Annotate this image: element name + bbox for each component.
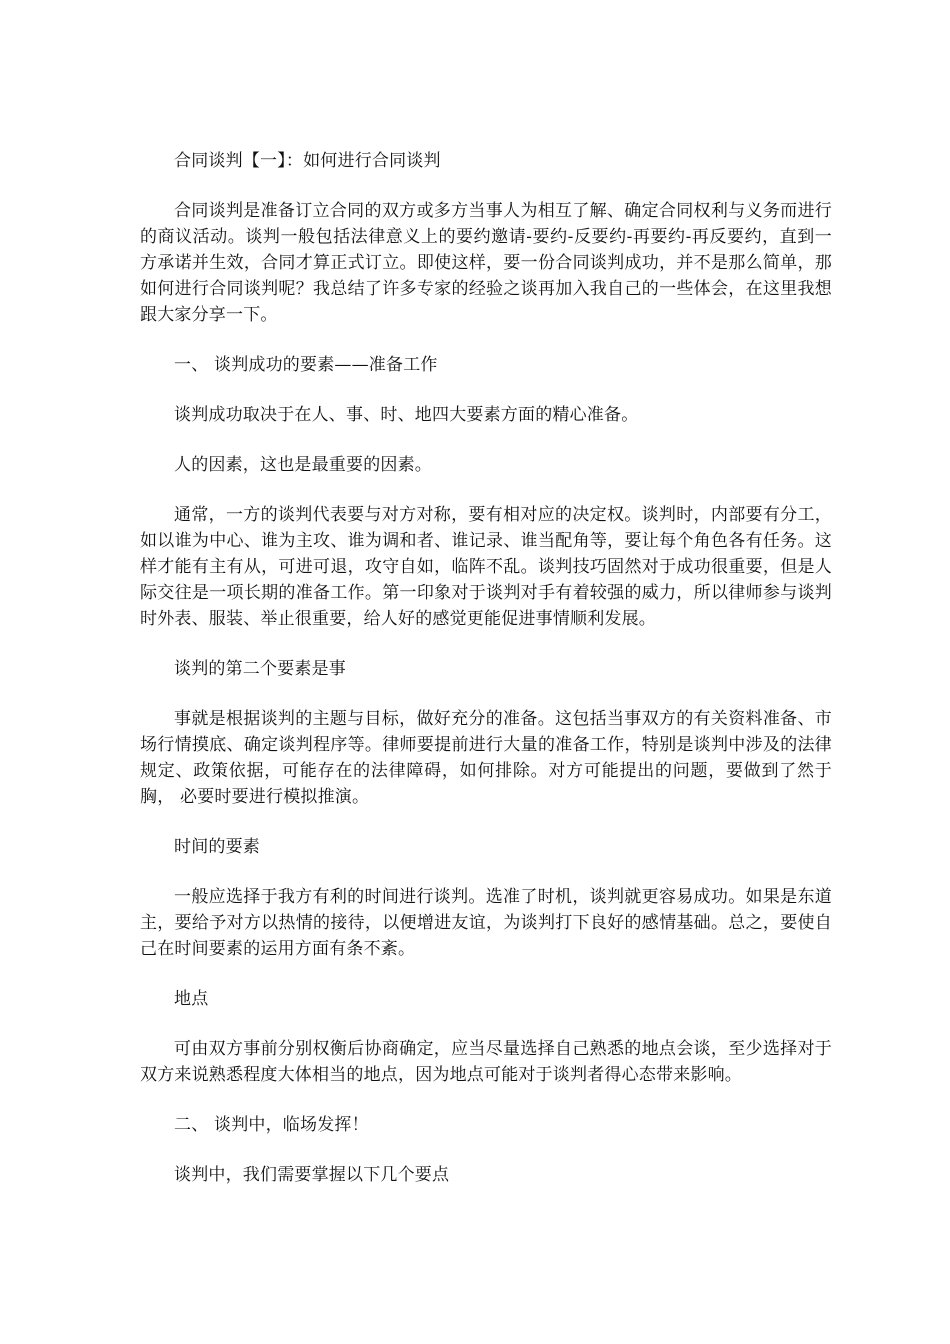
subheading-time: 时间的要素 bbox=[174, 837, 260, 857]
paragraph-intro: 合同谈判是准备订立合同的双方或多方当事人为相互了解、确定合同权利与义务而进行的商议活动。谈判一般包括法律意义上的要约邀请-要约-反要约-再要约-再反要约，直到一方承诺并生效，合同才算正式订立。即使这样，要一份合同谈判成功，并不是那么简单，那如何进行合同谈判呢？我总结了许多专家的经验之谈再加入我自己的一些体会，在这里我想跟大家分享一下。 bbox=[140, 201, 832, 325]
section-heading-2: 二、 谈判中，临场发挥！ bbox=[174, 1115, 369, 1135]
subheading-people: 人的因素，这也是最重要的因素。 bbox=[174, 455, 432, 475]
paragraph: 谈判成功取决于在人、事、时、地四大要素方面的精心准备。 bbox=[174, 405, 639, 425]
document-title: 合同谈判【一】：如何进行合同谈判 bbox=[174, 151, 441, 171]
paragraph: 事就是根据谈判的主题与目标，做好充分的准备。这包括当事双方的有关资料准备、市场行情摸底、确定谈判程序等。律师要提前进行大量的准备工作，特别是谈判中涉及的法律规定、政策依据，可能存在的法律障碍，如何排除。对方可能提出的问题，要做到了然于胸， 必要时要进行模拟推演。 bbox=[140, 709, 832, 807]
paragraph: 可由双方事前分别权衡后协商确定，应当尽量选择自己熟悉的地点会谈，至少选择对于双方来说熟悉程度大体相当的地点，因为地点可能对于谈判者得心态带来影响。 bbox=[140, 1039, 832, 1085]
document-body bbox=[140, 148, 832, 1188]
subheading-place: 地点 bbox=[174, 989, 209, 1009]
section-heading-1: 一、 谈判成功的要素——准备工作 bbox=[174, 355, 438, 375]
paragraph: 谈判中，我们需要掌握以下几个要点 bbox=[174, 1165, 450, 1185]
paragraph: 一般应选择于我方有利的时间进行谈判。选准了时机，谈判就更容易成功。如果是东道主，要给予对方以热情的接待，以便增进友谊，为谈判打下良好的感情基础。总之，要使自己在时间要素的运用方面有条不紊。 bbox=[140, 887, 832, 959]
subheading-matter: 谈判的第二个要素是事 bbox=[174, 659, 346, 679]
paragraph: 通常，一方的谈判代表要与对方对称，要有相对应的决定权。谈判时，内部要有分工，如以谁为中心、谁为主攻、谁为调和者、谁记录、谁当配角等，要让每个角色各有任务。这样才能有主有从，可进可退，攻守自如，临阵不乱。谈判技巧固然对于成功很重要，但是人际交往是一项长期的准备工作。第一印象对于谈判对手有着较强的威力，所以律师参与谈判时外表、服装、举止很重要，给人好的感觉更能促进事情顺利发展。 bbox=[140, 505, 832, 629]
